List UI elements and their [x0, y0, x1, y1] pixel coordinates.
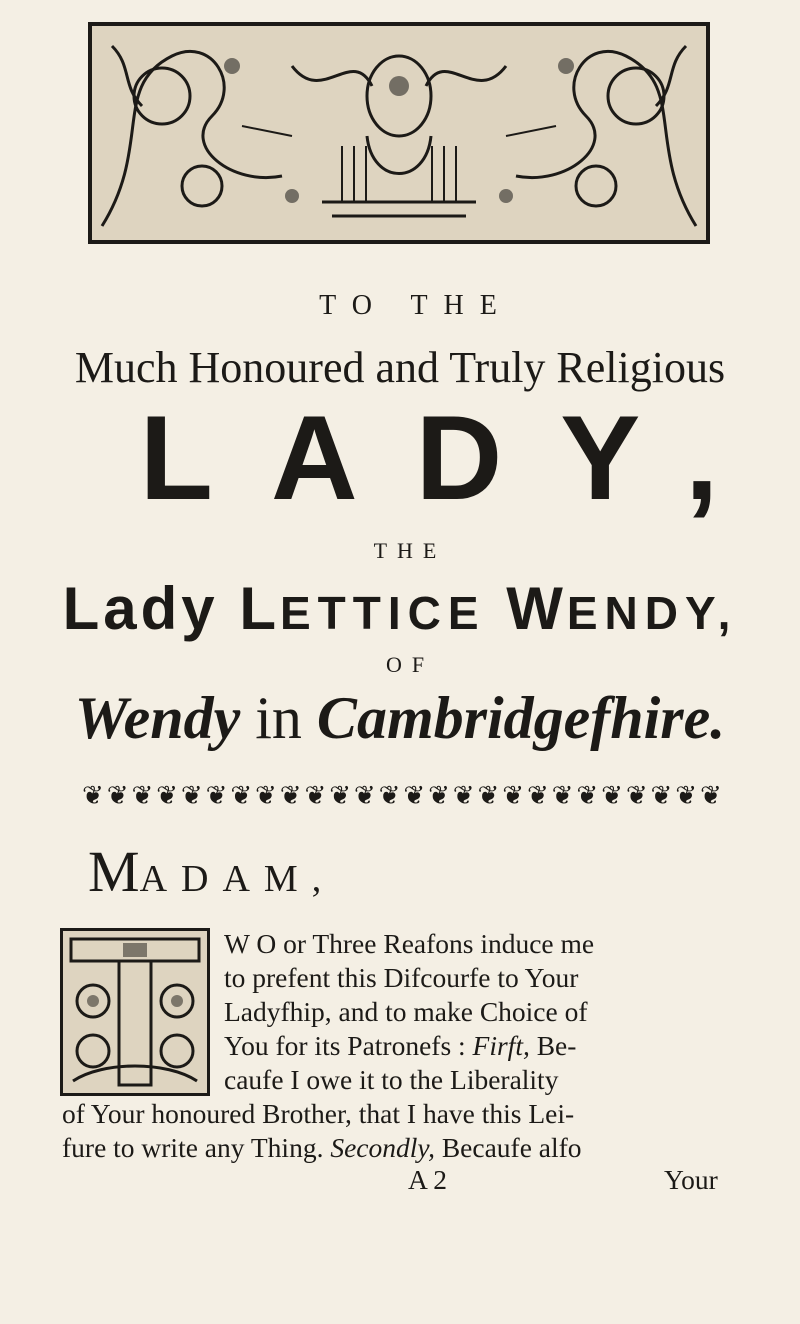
body-line-4c: Be- — [529, 1030, 577, 1061]
ornament-glyph: ❦ — [650, 781, 673, 810]
ornament-glyph: ❦ — [106, 781, 129, 810]
ornament-glyph: ❦ — [131, 781, 154, 810]
ornament-glyph: ❦ — [403, 781, 426, 810]
ornament-glyph: ❦ — [329, 781, 351, 810]
ornament-glyph: ❦ — [255, 781, 277, 810]
catchword: Your — [664, 1164, 718, 1195]
place-in: in — [255, 685, 302, 751]
ornament-glyph: ❦ — [625, 781, 648, 810]
heading-name — [0, 574, 800, 643]
ornament-glyph: ❦ — [428, 781, 450, 810]
heading-the: THE — [373, 538, 447, 563]
body-line-7 — [62, 1132, 582, 1164]
ornament-glyph: ❦ — [452, 781, 475, 810]
place-wendy: Wendy — [74, 685, 241, 751]
ornament-glyph: ❦ — [279, 781, 302, 810]
body-line-3: Ladyfhip, and to make Choice of — [224, 996, 588, 1027]
heading-to-the: TO THE — [319, 290, 513, 321]
name-middle-cap: L — [239, 575, 280, 642]
body-line-1: W O or Three Reafons induce me — [224, 928, 595, 959]
ornament-glyph: ❦ — [576, 781, 599, 810]
heading-subtitle: Much Honoured and Truly Religious — [74, 343, 726, 392]
ornament-glyph: ❦ — [699, 781, 722, 810]
body-line-7a: fure to write any Thing. — [62, 1132, 331, 1163]
ornament-glyph: ❦ — [353, 781, 376, 810]
ornament-glyph: ❦ — [551, 781, 574, 810]
body-line-7c: Becaufe alfo — [434, 1132, 582, 1163]
ornament-glyph: ❦ — [477, 781, 500, 810]
body-line-4-firft: Firft, — [472, 1030, 530, 1061]
ornament-glyph: ❦ — [526, 781, 549, 810]
name-middle-rest: ETTICE — [280, 587, 486, 639]
body-line-6: of Your honoured Brother, that I have this Lei- — [62, 1098, 575, 1129]
ornament-glyph: ❦ — [205, 781, 228, 810]
heading-lady: LADY, — [139, 391, 777, 525]
ornamental-headpiece — [88, 22, 710, 244]
name-first: Lady — [62, 575, 219, 642]
ornament-glyph: ❦ — [601, 781, 623, 810]
body-line-7-secondly: Secondly, — [330, 1132, 435, 1163]
ornament-glyph: ❦ — [378, 781, 401, 810]
body-line-4a: You for its Patronefs : — [224, 1030, 473, 1061]
ornament-glyph: ❦ — [502, 781, 525, 810]
signature-mark: A 2 — [408, 1164, 447, 1195]
decorated-initial-t — [60, 928, 210, 1096]
ornament-glyph: ❦ — [230, 781, 253, 810]
name-last-rest: ENDY, — [566, 587, 738, 639]
heading-of: OF — [385, 652, 435, 677]
ornament-glyph: ❦ — [180, 781, 203, 810]
ornament-glyph: ❦ — [82, 781, 104, 810]
name-last-cap: W — [506, 575, 567, 642]
body-line-2: to prefent this Difcourfe to Your — [224, 962, 579, 993]
salutation-rest: ADAM, — [139, 858, 336, 900]
ornament-glyph: ❦ — [304, 781, 327, 810]
body-line-4 — [224, 1030, 576, 1062]
heading-place — [0, 684, 800, 753]
salutation-cap: M — [88, 839, 140, 904]
salutation — [88, 839, 336, 904]
place-county: Cambridgefhire. — [316, 685, 726, 751]
body-line-5: caufe I owe it to the Liberality — [224, 1064, 559, 1095]
ornament-border — [82, 779, 722, 813]
ornament-glyph: ❦ — [156, 781, 178, 810]
ornament-glyph: ❦ — [675, 781, 698, 810]
